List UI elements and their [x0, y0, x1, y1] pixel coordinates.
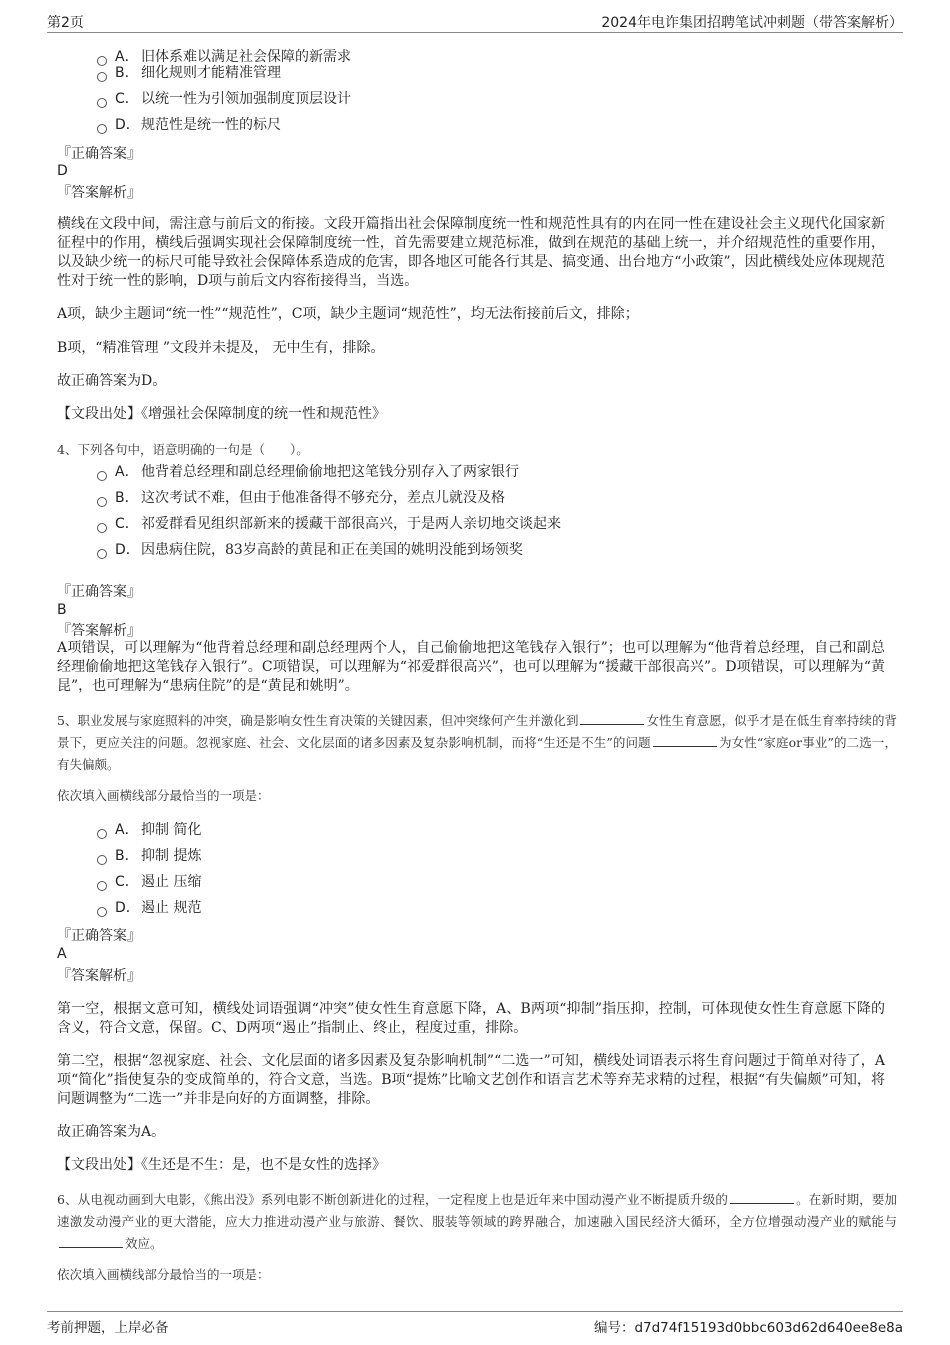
q3-option-c[interactable]: C． 以统一性为引领加强制度顶层设计	[97, 89, 351, 109]
radio-icon[interactable]	[97, 855, 107, 865]
q3-option-a[interactable]: A． 旧体系难以满足社会保障的新需求	[97, 47, 351, 67]
q3-option-b[interactable]: B． 细化规则才能精准管理	[97, 63, 281, 83]
document-title: 2024年电诈集团招聘笔试冲刺题（带答案解析）	[601, 15, 903, 31]
analysis-paragraph: 第二空，根据“忽视家庭、社会、文化层面的诸多因素及复杂影响机制”“二选一”可知，横线处词语表示将生育问题过于简单对待了，A项“简化”指使复杂的变成简单的，符合文意，当选。B项“提炼”比喻文艺创作和语言艺术等弃芜求精的过程，根据“有失偏颇”可知，将问题调整为“二选一”并非是向好的方面调整，排除。	[57, 1053, 885, 1107]
q3-option-d[interactable]: D．规范性是统一性的标尺	[97, 115, 281, 135]
radio-icon[interactable]	[97, 471, 107, 481]
analysis-paragraph: 横线在文段中间，需注意与前后文的衔接。文段开篇指出社会保障制度统一性和规范性具有的内在同一性在建设社会主义现代化国家新征程中的作用，横线后强调实现社会保障制度统一性，首先需要建立规范标准，做到在规范的基础上统一，并介绍规范性的重要作用，以及缺少统一的标尺可能导致社会保障体系造成的危害，即各地区可能各行其是、搞变通、出台地方“小政策”，因此横线处应体现规范性对于统一性的影响，D项与前后文内容衔接得当，当选。	[57, 216, 885, 289]
q5-option-a[interactable]: A． 抑制 简化	[97, 820, 201, 840]
footer-slogan: 考前押题，上岸必备	[47, 1320, 169, 1336]
analysis-paragraph: A项错误，可以理解为“他背着总经理和副总经理两个人，自己偷偷地把这笔钱存入银行”；也可以理解为“他背着总经理，自己和副总经理偷偷地把这笔钱存入银行”。C项错误，可以理解为“祁爱群很高兴”，也可以理解为“援藏干部很高兴”。D项错误，可以理解为“黄昆”，也可理解为“患病住院”的是“黄昆和姚明”。	[57, 640, 885, 694]
correct-answer-value: D	[57, 163, 68, 179]
question-prompt: 依次填入画横线部分最恰当的一项是：	[57, 788, 270, 803]
analysis-label: 『答案解析』	[57, 185, 141, 201]
radio-icon[interactable]	[97, 881, 107, 891]
source-citation: 【文段出处】《增强社会保障制度的统一性和规范性》	[57, 406, 386, 422]
question-prompt: 依次填入画横线部分最恰当的一项是：	[57, 1267, 270, 1282]
correct-answer-value: A	[57, 946, 67, 962]
fill-blank	[59, 1235, 123, 1248]
fill-blank	[653, 734, 717, 747]
radio-icon[interactable]	[97, 523, 107, 533]
radio-icon[interactable]	[97, 549, 107, 559]
analysis-paragraph: 故正确答案为A。	[57, 1124, 166, 1140]
q5-option-b[interactable]: B． 抑制 提炼	[97, 846, 201, 866]
radio-icon[interactable]	[97, 72, 107, 82]
source-citation: 【文段出处】《生还是不生：是，也不是女性的选择》	[57, 1157, 386, 1173]
page-footer	[47, 1311, 903, 1336]
q4-option-b[interactable]: B． 这次考试不难，但由于他准备得不够充分，差点儿就没及格	[97, 488, 505, 508]
question-stem: 6、从电视动画到大电影，《熊出没》系列电影不断创新进化的过程，一定程度上也是近年来中国动漫产业不断提质升级的 。在新时期，要加速激发动漫产业的更大潜能，应大力推进动漫产业与旅游、餐饮、服装等领域的跨界融合，加速融入国民经济大循环，全方位增强动漫产业的赋能与效应。	[57, 1192, 897, 1251]
page-number: 第2页	[47, 15, 84, 31]
correct-answer-label: 『正确答案』	[57, 928, 141, 944]
radio-icon[interactable]	[97, 124, 107, 134]
radio-icon[interactable]	[97, 907, 107, 917]
analysis-paragraph: A项，缺少主题词“统一性”“规范性”，C项，缺少主题词“规范性”，均无法衔接前后文，排除；	[57, 306, 639, 322]
q4-option-a[interactable]: A． 他背着总经理和副总经理偷偷地把这笔钱分别存入了两家银行	[97, 462, 519, 482]
radio-icon[interactable]	[97, 98, 107, 108]
question-stem: 4、下列各句中，语意明确的一句是（ ）。	[57, 442, 309, 457]
correct-answer-label: 『正确答案』	[57, 584, 141, 600]
analysis-label: 『答案解析』	[57, 968, 141, 984]
analysis-paragraph: 第一空，根据文意可知，横线处词语强调“冲突”使女性生育意愿下降，A、B两项“抑制”指压抑，控制，可体现使女性生育意愿下降的含义，符合文意，保留。C、D两项“遏止”指制止、终止，程度过重，排除。	[57, 1001, 885, 1036]
q4-option-c[interactable]: C． 祁爱群看见组织部新来的援藏干部很高兴，于是两人亲切地交谈起来	[97, 514, 561, 534]
radio-icon[interactable]	[97, 829, 107, 839]
q5-option-d[interactable]: D．遏止 规范	[97, 898, 201, 918]
fill-blank	[580, 712, 644, 725]
q5-option-c[interactable]: C． 遏止 压缩	[97, 872, 201, 892]
document-id: 编号：d7d74f15193d0bbc603d62d640ee8e8a	[593, 1320, 903, 1336]
fill-blank	[730, 1191, 794, 1204]
page-header	[47, 10, 903, 33]
analysis-paragraph: B项，“精准管理 ”文段并未提及， 无中生有，排除。	[57, 340, 385, 356]
correct-answer-label: 『正确答案』	[57, 146, 141, 162]
correct-answer-value: B	[57, 602, 67, 618]
q4-option-d[interactable]: D．因患病住院，83岁高龄的黄昆和正在美国的姚明没能到场领奖	[97, 540, 523, 560]
radio-icon[interactable]	[97, 497, 107, 507]
analysis-label: 『答案解析』	[57, 623, 141, 639]
analysis-paragraph: 故正确答案为D。	[57, 373, 167, 389]
question-stem: 5、职业发展与家庭照料的冲突，确是影响女性生育决策的关键因素，但冲突缘何产生并激化到 女性生育意愿，似乎才是在低生育率持续的背景下，更应关注的问题。忽视家庭、社会、文化层面的诸多因素及复杂影响机制，而将“生还是不生”的问题 为女性“家庭or事业”的二选一，有失偏颇。	[57, 713, 897, 772]
